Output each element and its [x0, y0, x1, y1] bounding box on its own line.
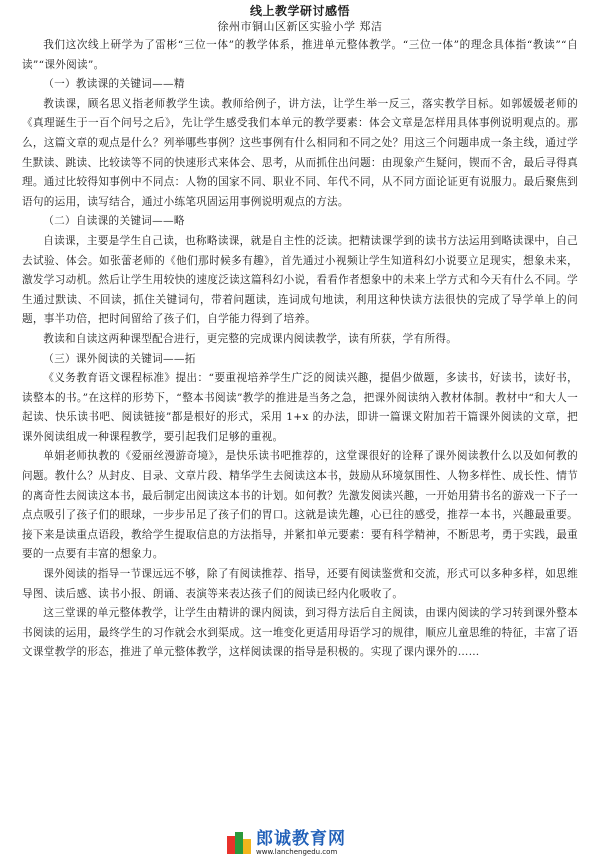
document-body: [22, 36, 578, 663]
section-heading: （三）课外阅读的关键词——拓: [43, 352, 196, 365]
document-author: 徐州市铜山区新区实验小学 郑洁: [217, 20, 383, 33]
body-paragraph: 课外阅读的指导一节课远远不够，除了有阅读推荐、指导，还要有阅读鉴赏和交流，形式可以多种多样，如思维导图、读后感、读书小报、朗诵、表演等来表达孩子们的阅读已经内化吸收了。: [22, 568, 578, 600]
section-heading: （二）自读课的关键词——略: [43, 215, 185, 228]
body-paragraph: 单娟老师执教的《爱丽丝漫游奇境》，是快乐读书吧推荐的，这堂课很好的诠释了课外阅读教什么以及如何教的问题。教什么？从封皮、目录、文章片段、精华学生去阅读这本书，鼓励从环境氛围性、人物多样性、成长性、情节的离奇性去阅读这本书，最后制定出阅读这本书的计划。如何教？先激发阅读兴趣，一开始用猜书名的游戏一下子一点点吸引了孩子们的眼球，一步步吊足了孩子们的胃口。这就是读先趣，心已往的感受，推荐一本书，兴趣最重要。接下来是读重点语段，教给学生提取信息的方法指导，并紧扣单元要素：要有科学精神，不断思考，勇于实践，最重要的一点要有丰富的想象力。: [22, 450, 578, 561]
watermark-url: www.lanchengedu.com: [256, 848, 338, 856]
document-title: 线上教学研讨感悟: [249, 4, 350, 18]
body-paragraph: 我们这次线上研学为了雷彬“三位一体”的教学体系，推进单元整体教学。“三位一体”的理念具体指“教读”“自读”“课外阅读”。: [22, 39, 578, 71]
watermark: [226, 827, 416, 859]
body-paragraph: 教读和自读这两种课型配合进行，更完整的完成课内阅读教学，读有所获，学有所得。: [43, 332, 458, 345]
watermark-name: 郎诚教育网: [256, 829, 346, 849]
watermark-logo-icon: [226, 830, 252, 856]
body-paragraph: 教读课，顾名思义指老师教学生读。教师给例子，讲方法，让学生举一反三，落实教学目标。如郭媛媛老师的《真理诞生于一百个问号之后》，先让学生感受我们本单元的教学要素：体会文章是怎样用具体事例说明观点的。那么，这篇文章的观点是什么？列举哪些事例？这些事例有什么相同和不同之处？用这三个问题串成一条主线，通过学生默读、跳读、比较读等不同的快速形式来体会、思考，从而抓住出问题：由现象产生疑问，锲而不舍，最后寻得真理。通过比较得知事例中不同点：人物的国家不同、职业不同、年代不同，从不同方面论证更有说服力。最后聚焦到语句的运用，读写结合，通过小练笔巩固运用事例说明观点的方法。: [22, 97, 578, 208]
section-heading: （一）教读课的关键词——精: [43, 78, 185, 91]
body-paragraph: 《义务教育语文课程标准》提出：“要重视培养学生广泛的阅读兴趣，提倡少做题，多读书，好读书，读好书，读整本的书。”在这样的形势下，“整本书阅读”教学的推进是当务之急，把课外阅读纳入教材体制。教材中“和大人一起读、快乐读书吧、阅读链接”都是根好的形式，采用 1+x 的办法，即讲一篇课文附加若干篇课外阅读的文章，把课外阅读组成一种课程教学，要引起我们足够的重视。: [22, 372, 578, 443]
body-paragraph: 这三堂课的单元整体教学，让学生由精讲的课内阅读，到习得方法后自主阅读，由课内阅读的学习转到课外整本书阅读的运用，最终学生的习作就会水到渠成。这一堆变化更适用母语学习的规律，顺应儿童思维的特征，丰富了语文课堂教学的形态，推进了单元整体教学，这样阅读课的指导是积极的。实现了课内课外的……: [22, 607, 578, 659]
body-paragraph: 自读课，主要是学生自己读，也称略读课，就是自主性的泛读。把精读课学到的读书方法运用到略读课中，自己去试验、体会。如张蕾老师的《他们那时候多有趣》，首先通过小视频让学生知道科幻小说要立足现实，想象未来，激发学习动机。然后让学生用较快的速度泛读这篇科幻小说，看看作者想象中的未来上学方式和今天有什么不同。学生通过默读、不回读，抓住关键词句，带着问题读，连词成句地读，利用这种快读方法很快的完成了导学单上的问题，事半功倍，把时间留给了孩子们，自学能力得到了培养。: [22, 234, 578, 326]
